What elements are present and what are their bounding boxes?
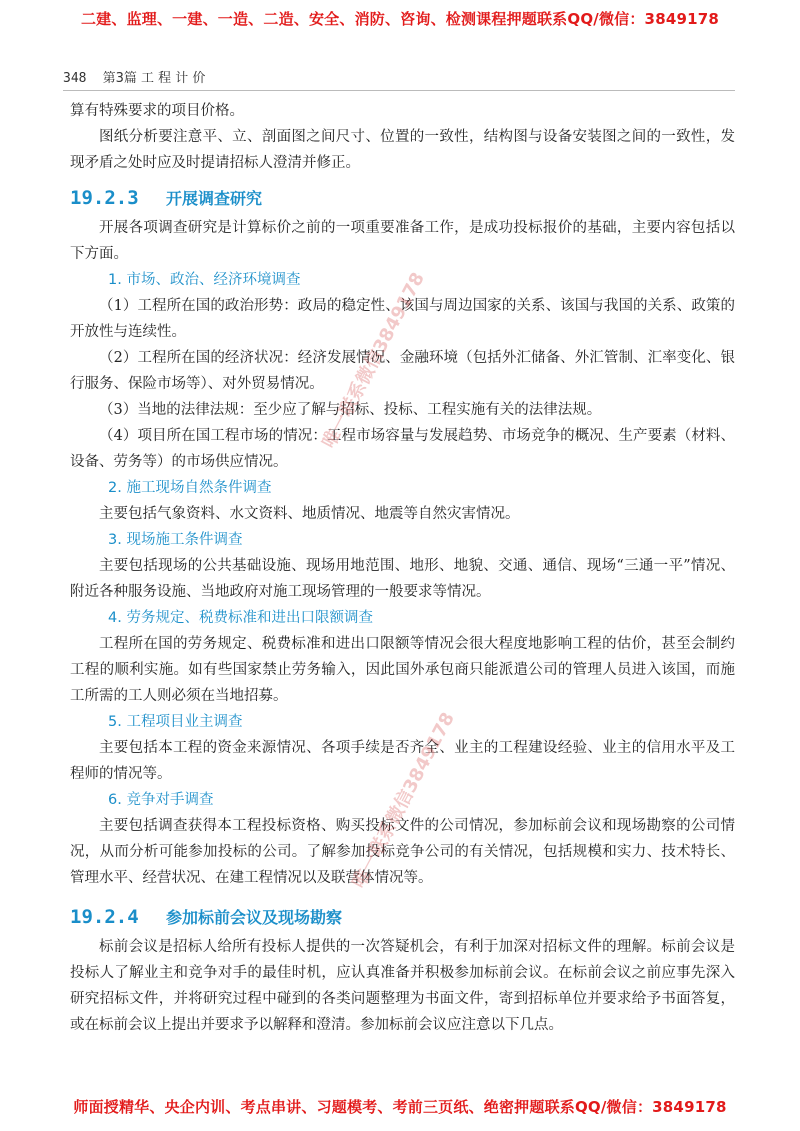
subsection-heading: 5. 工程项目业主调查 xyxy=(108,714,243,730)
subsection-heading: 1. 市场、政治、经济环境调查 xyxy=(108,272,301,288)
section-number: 19.2.4 xyxy=(70,906,139,928)
subsection-heading: 2. 施工现场自然条件调查 xyxy=(108,480,272,496)
list-item: （2）工程所在国的经济状况：经济发展情况、金融环境（包括外汇储备、外汇管制、汇率变化、银行服务、保险市场等）、对外贸易情况。 xyxy=(70,350,735,392)
part-title: 第3篇 工 程 计 价 xyxy=(102,71,206,86)
body-paragraph: 标前会议是招标人给所有投标人提供的一次答疑机会，有利于加深对招标文件的理解。标前会议是投标人了解业主和竞争对手的最佳时机，应认真准备并积极参加标前会议。在标前会议之前应事先深入研究招标文件，并将研究过程中碰到的各类问题整理为书面文件，寄到招标单位并要求给予书面答复，或在标前会议上提出并要求予以解释和澄清。参加标前会议应注意以下几点。 xyxy=(70,939,735,1033)
top-banner: 二建、监理、一建、一造、二造、安全、消防、咨询、检测课程押题联系QQ/微信：3849178 xyxy=(80,10,720,28)
body-paragraph: 主要包括本工程的资金来源情况、各项手续是否齐全、业主的工程建设经验、业主的信用水平及工程师的情况等。 xyxy=(70,740,735,782)
subsection-heading: 4. 劳务规定、税费标准和进出口限额调查 xyxy=(108,610,373,626)
intro-paragraph-2: 图纸分析要注意平、立、剖面图之间尺寸、位置的一致性，结构图与设备安装图之间的一致性，发现矛盾之处时应及时提请招标人澄清并修正。 xyxy=(70,129,735,171)
running-header xyxy=(63,67,735,91)
list-item: （1）工程所在国的政治形势：政局的稳定性、该国与周边国家的关系、该国与我国的关系、政策的开放性与连续性。 xyxy=(70,298,735,340)
page-content xyxy=(70,98,735,1038)
section-title: 开展调查研究 xyxy=(166,189,263,208)
subsection-heading: 6. 竞争对手调查 xyxy=(108,792,214,808)
body-paragraph: 工程所在国的劳务规定、税费标准和进出口限额等情况会很大程度地影响工程的估价，甚至会制约工程的顺利实施。如有些国家禁止劳务输入，因此国外承包商只能派遣公司的管理人员进入该国，而施工所需的工人则必须在当地招募。 xyxy=(70,636,735,704)
subsection-heading: 3. 现场施工条件调查 xyxy=(108,532,243,548)
watermark-text: 唯一联系微信3849178 xyxy=(348,709,459,892)
list-item: （3）当地的法律法规：至少应了解与招标、投标、工程实施有关的法律法规。 xyxy=(99,402,602,418)
body-paragraph: 主要包括现场的公共基础设施、现场用地范围、地形、地貌、交通、通信、现场“三通一平”情况、附近各种服务设施、当地政府对施工现场管理的一般要求等情况。 xyxy=(70,558,735,600)
intro-paragraph-1: 算有特殊要求的项目价格。 xyxy=(70,103,244,119)
body-paragraph: 主要包括气象资料、水文资料、地质情况、地震等自然灾害情况。 xyxy=(99,506,520,522)
section-heading-19-2-3 xyxy=(70,186,735,209)
section-heading-19-2-4 xyxy=(70,905,735,928)
section-number: 19.2.3 xyxy=(70,187,139,209)
page-number: 348 xyxy=(63,71,87,86)
list-item: （4）项目所在国工程市场的情况：工程市场容量与发展趋势、市场竞争的概况、生产要素（材料、设备、劳务等）的市场供应情况。 xyxy=(70,428,735,470)
section-intro: 开展各项调查研究是计算标价之前的一项重要准备工作，是成功投标报价的基础，主要内容包括以下方面。 xyxy=(70,220,735,262)
section-title: 参加标前会议及现场勘察 xyxy=(166,908,343,927)
bottom-banner: 师面授精华、央企内训、考点串讲、习题模考、考前三页纸、绝密押题联系QQ/微信：3849178 xyxy=(73,1098,727,1116)
body-paragraph: 主要包括调查获得本工程投标资格、购买投标文件的公司情况，参加标前会议和现场勘察的公司情况，从而分析可能参加投标的公司。了解参加投标竞争公司的有关情况，包括规模和实力、技术特长、管理水平、经营状况、在建工程情况以及联营体情况等。 xyxy=(70,818,735,886)
watermark-text: 唯一联系微信3849178 xyxy=(318,269,429,452)
